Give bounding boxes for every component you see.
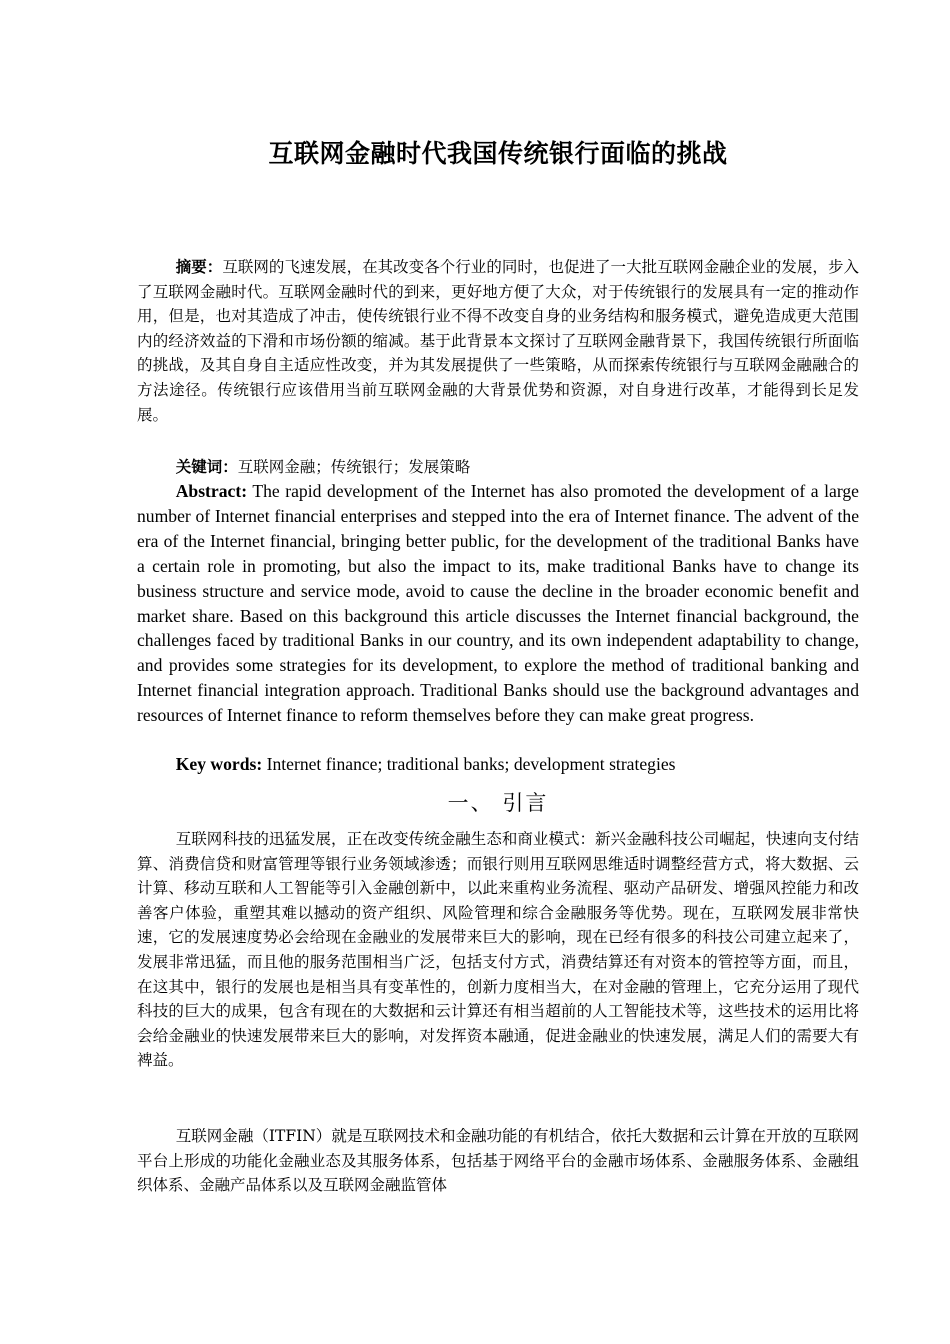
abstract-en: [137, 479, 859, 728]
abstract-en-text: The rapid development of the Internet has also promoted the development of a large number of Internet financial enterprises and stepped into the era of Internet finance. The advent of the era of the Internet financial, bringing better public, for the development of the traditional Banks have a certain role in promoting, but also the impact to its, make traditional Banks have to change its business structure and service mode, avoid to cause the decline in the broader economic benefit and market share. Based on this background this article discusses the Internet financial background, the challenges faced by traditional Banks in our country, and its own independent adaptability to change, and provides some strategies for its development, to explore the method of traditional banking and Internet financial integration approach. Traditional Banks should use the background advantages and resources of Internet finance to reform themselves before they can make great progress.: [137, 481, 859, 726]
abstract-cn-text: 互联网的飞速发展，在其改变各个行业的同时，也促进了一大批互联网金融企业的发展，步入了互联网金融时代。互联网金融时代的到来，更好地方便了大众，对于传统银行的发展具有一定的推动作用，但是，也对其造成了冲击，使传统银行业不得不改变自身的业务结构和服务模式，避免造成更大范围内的经济效益的下滑和市场份额的缩减。基于此背景本文探讨了互联网金融背景下，我国传统银行所面临的挑战，及其自身自主适应性改变，并为其发展提供了一些策略，从而探索传统银行与互联网金融融合的方法途径。传统银行应该借用当前互联网金融的大背景优势和资源，对自身进行改革，才能得到长足发展。: [137, 258, 859, 424]
abstract-cn: [137, 255, 859, 427]
abstract-en-label: Abstract:: [175, 481, 248, 501]
paper-title: 互联网金融时代我国传统银行面临的挑战: [268, 139, 728, 168]
keywords-en-label: Key words:: [175, 754, 263, 774]
keywords-cn-text: 互联网金融；传统银行；发展策略: [237, 458, 471, 476]
keywords-en-text: Internet finance; traditional banks; development strategies: [262, 754, 676, 774]
abstract-cn-label: 摘要：: [175, 258, 223, 276]
keywords-en: [137, 752, 859, 777]
keywords-cn: [137, 455, 859, 480]
section-heading-introduction: 一、 引言: [447, 791, 549, 815]
introduction-paragraph-2: 互联网金融（ITFIN）就是互联网技术和金融功能的有机结合，依托大数据和云计算在开放的互联网平台上形成的功能化金融业态及其服务体系，包括基于网络平台的金融市场体系、金融服务体系、金融组织体系、金融产品体系以及互联网金融监管体: [137, 1127, 859, 1195]
keywords-cn-label: 关键词：: [175, 458, 238, 476]
introduction-paragraph-1: 互联网科技的迅猛发展，正在改变传统金融生态和商业模式：新兴金融科技公司崛起，快速向支付结算、消费信贷和财富管理等银行业务领域渗透；而银行则用互联网思维适时调整经营方式，将大数据、云计算、移动互联和人工智能等引入金融创新中，以此来重构业务流程、驱动产品研发、增强风控能力和改善客户体验，重塑其难以撼动的资产组织、风险管理和综合金融服务等优势。现在，互联网发展非常快速，它的发展速度势必会给现在金融业的发展带来巨大的影响，现在已经有很多的科技公司建立起来了，发展非常迅猛，而且他的服务范围相当广泛，包括支付方式，消费结算还有对资本的管控等方面，而且，在这其中，银行的发展也是相当具有变革性的，创新力度相当大，在对金融的管理上，它充分运用了现代科技的巨大的成果，包含有现在的大数据和云计算还有相当超前的人工智能技术等，这些技术的运用比将会给金融业的快速发展带来巨大的影响，对发挥资本融通，促进金融业的快速发展，满足人们的需要大有裨益。: [137, 830, 859, 1070]
